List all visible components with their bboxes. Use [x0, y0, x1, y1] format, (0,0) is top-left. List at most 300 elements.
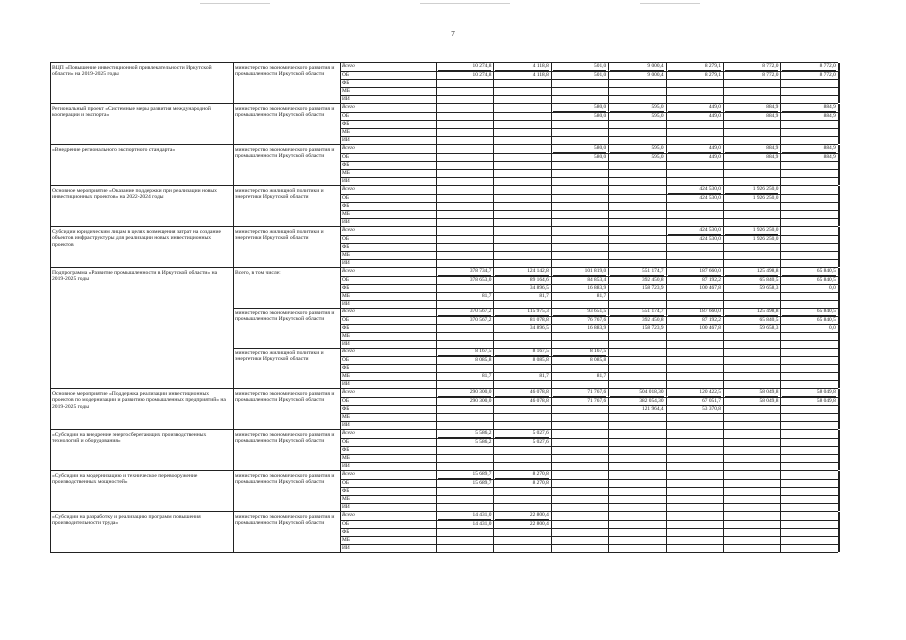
column-border [50, 186, 51, 226]
table-cell-value: 424 530,0 [699, 186, 721, 192]
funding-line [340, 479, 838, 487]
table-cell-value: 449,0 [708, 145, 721, 151]
column-border [50, 63, 51, 103]
table-cell-value: 65 840,5 [759, 317, 779, 323]
column-border [233, 268, 234, 388]
funding-source-label: ИИ [342, 381, 350, 387]
funding-source-label: МБ [342, 211, 350, 217]
table-cell-value: 1 926 250,0 [752, 227, 779, 233]
table-cell-value: 158 723,9 [642, 285, 664, 291]
funding-line [340, 235, 838, 243]
table-cell-value: 0,0 [829, 325, 836, 331]
funding-source-label: ФБ [342, 203, 350, 209]
table-cell-value: 81,7 [539, 373, 549, 379]
funding-source-label: ИИ [342, 137, 350, 143]
table-cell-value: 370 567,2 [469, 317, 492, 323]
program-name: Подпрограмма «Развитие промышленности в Иркутской области» на 2019-2025 годы [52, 270, 218, 283]
funding-source-label: ФБ [342, 447, 350, 453]
funding-source-label: ИИ [342, 463, 350, 469]
funding-line [340, 512, 838, 520]
column-border [233, 63, 234, 103]
funding-source-label: Всего [342, 227, 355, 233]
funding-line [340, 112, 838, 120]
column-border [50, 430, 51, 470]
table-cell-value: 34 896,5 [529, 325, 549, 331]
column-border [838, 471, 840, 511]
funding-line [340, 202, 838, 210]
funding-source-label: Всего [342, 145, 355, 151]
table-row [50, 429, 838, 470]
funding-line [340, 356, 838, 364]
funding-source-label: ОБ [342, 439, 349, 445]
funding-line [340, 87, 838, 95]
executor-name: министерство экономического развития и промышленности Иркутской области [235, 65, 335, 78]
table-cell-value: 8 279,1 [704, 63, 721, 69]
table-cell-value: 22 800,4 [529, 512, 549, 518]
column-border [233, 512, 234, 552]
funding-source-label: МБ [342, 537, 350, 543]
table-cell-value: 71 767,6 [587, 398, 607, 404]
table-cell-value: 16 883,9 [587, 325, 607, 331]
funding-line [340, 430, 838, 438]
table-cell-value: 1 926 250,0 [752, 195, 779, 201]
funding-line [340, 210, 838, 218]
program-name: ВЦП «Повышение инвестиционной привлекательности Иркутской области» на 2019-2025 годы [52, 65, 212, 78]
scan-edge-line [640, 3, 700, 4]
funding-source-label: ИИ [342, 545, 350, 551]
table-cell-value: 580,0 [594, 113, 607, 119]
funding-line [340, 136, 838, 144]
executor-name: министерство экономического развития и промышленности Иркутской области [235, 473, 335, 486]
column-border [233, 227, 234, 267]
funding-source-label: ИИ [342, 422, 350, 428]
table-cell-value: 884,9 [766, 154, 779, 160]
funding-line [340, 169, 838, 177]
table-cell-value: 10 274,8 [472, 63, 492, 69]
funding-line [340, 364, 838, 372]
table-cell-value: 884,9 [766, 145, 779, 151]
column-border [233, 389, 234, 429]
table-cell-value: 8 279,1 [704, 72, 721, 78]
funding-line [340, 389, 838, 397]
funding-line [340, 340, 838, 348]
column-border [838, 430, 840, 470]
table-cell-value: 4 118,8 [532, 63, 549, 69]
executor-name: министерство жилищной политики и энергетики Иркутской области [235, 229, 324, 242]
table-cell-value: 87 192,2 [702, 317, 721, 323]
table-cell-value: 125 498,8 [756, 268, 779, 274]
funding-line [340, 316, 838, 324]
table-cell-value: 5 027,6 [532, 430, 549, 436]
funding-line [340, 251, 838, 259]
funding-line [340, 227, 838, 235]
table-cell-value: 0,0 [829, 285, 836, 291]
table-cell-value: 370 567,2 [469, 308, 492, 314]
table-cell-value: 71 767,6 [587, 389, 607, 395]
table-cell-value: 14 431,0 [472, 512, 492, 518]
column-border [233, 186, 234, 226]
table-cell-value: 100 467,8 [699, 325, 721, 331]
funding-line [340, 438, 838, 446]
funding-source-label: МБ [342, 333, 350, 339]
table-cell-value: 884,9 [823, 145, 836, 151]
column-border [233, 145, 234, 185]
column-border [838, 145, 840, 185]
funding-source-label: ФБ [342, 529, 350, 535]
table-cell-value: 8 085,8 [590, 357, 607, 363]
funding-source-label: ОБ [342, 72, 349, 78]
funding-source-label: ИИ [342, 219, 350, 225]
table-cell-value: 58 049,8 [759, 398, 779, 404]
funding-line [340, 268, 838, 276]
table-cell-value: 8 167,5 [532, 348, 549, 354]
program-name: Основное мероприятие «Поддержка реализации инвестиционных проектов по модернизации и развитию промышленных предприятий» на 2019-2025 годы [52, 391, 226, 410]
funding-line [340, 332, 838, 340]
funding-line [340, 503, 838, 511]
table-cell-value: 100 467,8 [699, 285, 721, 291]
table-cell-value: 501,0 [594, 72, 607, 78]
funding-line [340, 405, 838, 413]
table-cell-value: 89 164,6 [529, 277, 549, 283]
funding-line [340, 161, 838, 169]
funding-line [340, 177, 838, 185]
funding-line [340, 324, 838, 332]
table-cell-value: 65 840,5 [759, 277, 779, 283]
table-cell-value: 392 450,8 [642, 277, 664, 283]
table-cell-value: 424 530,0 [699, 236, 721, 242]
table-cell-value: 187 660,0 [699, 308, 721, 314]
funding-source-label: ОБ [342, 236, 349, 242]
table-cell-value: 884,9 [823, 154, 836, 160]
funding-line [340, 259, 838, 267]
funding-source-label: МБ [342, 293, 350, 299]
table-cell-value: 124 142,8 [527, 268, 549, 274]
funding-line [340, 528, 838, 536]
funding-line [340, 79, 838, 87]
table-cell-value: 449,0 [708, 113, 721, 119]
program-name: «Внедрение регионального экспортного стандарта» [52, 147, 176, 153]
funding-source-label: МБ [342, 496, 350, 502]
funding-line [340, 153, 838, 161]
funding-line [340, 186, 838, 194]
table-cell-value: 290 300,0 [469, 389, 492, 395]
table-cell-value: 8 270,8 [532, 471, 549, 477]
funding-line [340, 145, 838, 153]
table-cell-value: 65 840,5 [816, 277, 836, 283]
table-cell-value: 580,0 [594, 104, 607, 110]
funding-source-label: Всего [342, 63, 355, 69]
table-cell-value: 449,0 [708, 154, 721, 160]
table-cell-value: 501,0 [594, 63, 607, 69]
column-border [838, 268, 840, 388]
table-cell-value: 595,0 [651, 145, 664, 151]
table-cell-value: 16 883,9 [587, 285, 607, 291]
table-cell-value: 580,0 [594, 145, 607, 151]
funding-source-label: МБ [342, 252, 350, 258]
table-row [50, 470, 838, 511]
funding-line [340, 292, 838, 300]
program-name: Основное мероприятие «Оказание поддержки при реализации новых инвестиционных проектов» на 2022-2024 годы [52, 188, 217, 201]
table-cell-value: 8 772,0 [762, 72, 779, 78]
table-cell-value: 65 840,5 [816, 268, 836, 274]
table-cell-value: 81,7 [481, 373, 492, 379]
funding-source-label: ИИ [342, 260, 350, 266]
program-name: Субсидии юридическим лицам в целях возмещения затрат на создание объектов инфраструктуры для реализации новых инвестиционных проектов [52, 229, 221, 248]
funding-source-label: ОБ [342, 277, 349, 283]
funding-line [340, 520, 838, 528]
executor-name: министерство экономического развития и промышленности Иркутской области [235, 432, 335, 445]
table-cell-value: 59 658,3 [759, 285, 779, 291]
column-border [838, 227, 840, 267]
table-cell-value: 121 964,4 [642, 406, 664, 412]
executor-name: министерство экономического развития и промышленности Иркутской области [235, 147, 335, 160]
funding-line [340, 462, 838, 470]
table-cell-value: 125 498,8 [756, 308, 779, 314]
funding-source-label: Всего [342, 471, 355, 477]
table-cell-value: 595,0 [651, 113, 664, 119]
funding-source-label: ИИ [342, 178, 350, 184]
table-cell-value: 81,7 [596, 373, 607, 379]
table-cell-value: 34 896,5 [529, 285, 549, 291]
table-cell-value: 158 723,9 [642, 325, 664, 331]
funding-line [340, 300, 838, 308]
funding-line [340, 380, 838, 388]
executor-name: министерство экономического развития и промышленности Иркутской области [235, 391, 335, 404]
funding-source-label: ИИ [342, 504, 350, 510]
program-name: «Субсидии на модернизацию и техническое перевооружение производственных мощностей» [52, 473, 198, 486]
funding-source-label: ФБ [342, 162, 350, 168]
table-cell-value: 392 450,8 [642, 317, 664, 323]
column-border [233, 471, 234, 511]
column-border [50, 268, 51, 388]
funding-line [340, 471, 838, 479]
executor-name: Всего, в том числе: [235, 270, 281, 276]
funding-source-label: Всего [342, 389, 355, 395]
column-border [50, 145, 51, 185]
table-cell-value: 504 018,30 [639, 389, 664, 395]
funding-line [340, 348, 838, 356]
funding-line [340, 194, 838, 202]
table-cell-value: 424 530,0 [699, 227, 721, 233]
table-cell-value: 76 767,6 [587, 317, 607, 323]
funding-line [340, 218, 838, 226]
table-cell-value: 8 772,0 [819, 63, 836, 69]
funding-line [340, 284, 838, 292]
table-cell-value: 8 772,0 [819, 72, 836, 78]
executor-name: министерство экономического развития и промышленности Иркутской области [235, 310, 335, 323]
table-row [50, 103, 838, 144]
table-row [50, 144, 838, 185]
funding-source-label: Всего [342, 430, 355, 436]
table-cell-value: 101 819,0 [584, 268, 607, 274]
table-cell-value: 884,9 [823, 104, 836, 110]
column-border [50, 471, 51, 511]
table-cell-value: 378 734,7 [469, 268, 492, 274]
funding-line [340, 421, 838, 429]
table-row [50, 226, 838, 267]
scan-edge-line [200, 3, 270, 4]
column-border [838, 389, 840, 429]
table-cell-value: 46 078,8 [529, 389, 549, 395]
table-cell-value: 551 174,7 [642, 308, 664, 314]
table-cell-value: 81,7 [596, 293, 607, 299]
funding-source-label: ОБ [342, 154, 349, 160]
funding-source-label: МБ [342, 373, 350, 379]
funding-source-label: Всего [342, 308, 355, 314]
column-border [233, 430, 234, 470]
funding-line [340, 454, 838, 462]
funding-line [340, 372, 838, 380]
table-cell-value: 884,9 [766, 113, 779, 119]
table-cell-value: 81,7 [481, 293, 492, 299]
program-name: «Субсидии на разработку и реализацию программ повышения производительности труда» [52, 514, 201, 527]
executor-name: министерство экономического развития и промышленности Иркутской области [235, 106, 335, 119]
funding-source-label: ФБ [342, 365, 350, 371]
table-row [50, 267, 838, 388]
funding-line [340, 120, 838, 128]
funding-source-label: ОБ [342, 113, 349, 119]
executor-name: министерство экономического развития и промышленности Иркутской области [235, 514, 335, 527]
funding-source-label: ОБ [342, 521, 349, 527]
table-cell-value: 1 926 250,0 [752, 236, 779, 242]
funding-line [340, 95, 838, 103]
table-cell-value: 187 660,0 [699, 268, 721, 274]
table-cell-value: 5 586,2 [475, 430, 492, 436]
table-cell-value: 58 049,8 [816, 389, 836, 395]
program-name: Региональный проект «Системные меры развития международной кооперации и экспорта» [52, 106, 211, 119]
funding-source-label: ФБ [342, 488, 350, 494]
table-cell-value: 580,0 [594, 154, 607, 160]
executor-name: министерство жилищной политики и энергетики Иркутской области [235, 350, 324, 363]
funding-source-label: Всего [342, 348, 355, 354]
funding-line [340, 63, 838, 71]
funding-source-label: Всего [342, 512, 355, 518]
funding-source-label: ОБ [342, 195, 349, 201]
table-cell-value: 14 431,0 [472, 521, 492, 527]
table-cell-value: 8 270,8 [532, 480, 549, 486]
funding-source-label: МБ [342, 129, 350, 135]
funding-line [340, 495, 838, 503]
funding-source-label: Всего [342, 104, 355, 110]
funding-source-label: ФБ [342, 285, 350, 291]
table-cell-value: 8 167,5 [475, 348, 492, 354]
table-cell-value: 449,0 [708, 104, 721, 110]
table-cell-value: 290 300,0 [469, 398, 492, 404]
funding-source-label: ИИ [342, 341, 350, 347]
table-cell-value: 595,0 [651, 104, 664, 110]
table-cell-value: 9 000,4 [647, 63, 664, 69]
table-cell-value: 65 840,5 [816, 317, 836, 323]
funding-line [340, 397, 838, 405]
page-number: 7 [451, 30, 455, 38]
table-cell-value: 15 689,7 [472, 471, 492, 477]
table-row [50, 388, 838, 429]
table-cell-value: 46 078,8 [529, 398, 549, 404]
table-cell-value: 22 800,4 [529, 521, 549, 527]
funding-source-label: Всего [342, 268, 355, 274]
table-cell-value: 8 085,8 [532, 357, 549, 363]
funding-line [340, 308, 838, 316]
table-cell-value: 378 653,0 [469, 277, 492, 283]
funding-line [340, 243, 838, 251]
funding-line [340, 71, 838, 79]
funding-line [340, 446, 838, 454]
table-cell-value: 1 926 250,0 [752, 186, 779, 192]
table-cell-value: 81 078,8 [529, 317, 549, 323]
table-cell-value: 424 530,0 [699, 195, 721, 201]
budget-table [50, 62, 838, 553]
table-cell-value: 8 167,5 [590, 348, 607, 354]
table-row [50, 185, 838, 226]
funding-source-label: ИИ [342, 301, 350, 307]
table-cell-value: 115 975,3 [527, 308, 549, 314]
funding-line [340, 128, 838, 136]
table-cell-value: 120 422,5 [699, 389, 721, 395]
executor-name: министерство жилищной политики и энергетики Иркутской области [235, 188, 324, 201]
table-cell-value: 58 049,8 [759, 389, 779, 395]
column-border [838, 104, 840, 144]
table-cell-value: 5 586,2 [475, 439, 492, 445]
table-cell-value: 8 085,8 [475, 357, 492, 363]
funding-source-label: ОБ [342, 480, 349, 486]
funding-line [340, 276, 838, 284]
table-cell-value: 8 772,0 [762, 63, 779, 69]
funding-source-label: Всего [342, 186, 355, 192]
table-cell-value: 65 840,5 [816, 308, 836, 314]
table-cell-value: 81,7 [539, 293, 549, 299]
table-cell-value: 53 370,8 [702, 406, 721, 412]
funding-source-label: МБ [342, 414, 350, 420]
funding-source-label: ФБ [342, 325, 350, 331]
column-border [50, 104, 51, 144]
funding-line [340, 487, 838, 495]
table-cell-value: 58 049,8 [816, 398, 836, 404]
funding-source-label: ОБ [342, 357, 349, 363]
funding-source-label: МБ [342, 88, 350, 94]
scan-edge-line [420, 3, 510, 4]
table-row [50, 511, 838, 553]
column-border [50, 227, 51, 267]
table-cell-value: 84 853,4 [587, 277, 607, 283]
funding-line [340, 104, 838, 112]
column-border [50, 389, 51, 429]
table-cell-value: 595,0 [651, 154, 664, 160]
table-cell-value: 4 118,8 [532, 72, 549, 78]
funding-source-label: МБ [342, 170, 350, 176]
funding-source-label: ФБ [342, 121, 350, 127]
table-cell-value: 67 051,7 [702, 398, 721, 404]
funding-source-label: ИИ [342, 96, 350, 102]
column-border [838, 186, 840, 226]
funding-source-label: ФБ [342, 80, 350, 86]
funding-source-label: ОБ [342, 317, 349, 323]
column-border [50, 512, 51, 552]
table-cell-value: 9 000,4 [647, 72, 664, 78]
table-cell-value: 59 658,3 [759, 325, 779, 331]
funding-line [340, 536, 838, 544]
table-cell-value: 884,9 [823, 113, 836, 119]
program-name: «Субсидии на внедрение энергосберегающих производственных технологий и оборудования» [52, 432, 207, 445]
funding-line [340, 544, 838, 552]
funding-source-label: ФБ [342, 244, 350, 250]
funding-source-label: ФБ [342, 406, 350, 412]
funding-source-label: МБ [342, 455, 350, 461]
table-row [50, 62, 838, 103]
table-cell-value: 5 027,6 [532, 439, 549, 445]
table-cell-value: 551 174,7 [642, 268, 664, 274]
column-border [838, 512, 840, 552]
column-border [233, 104, 234, 144]
